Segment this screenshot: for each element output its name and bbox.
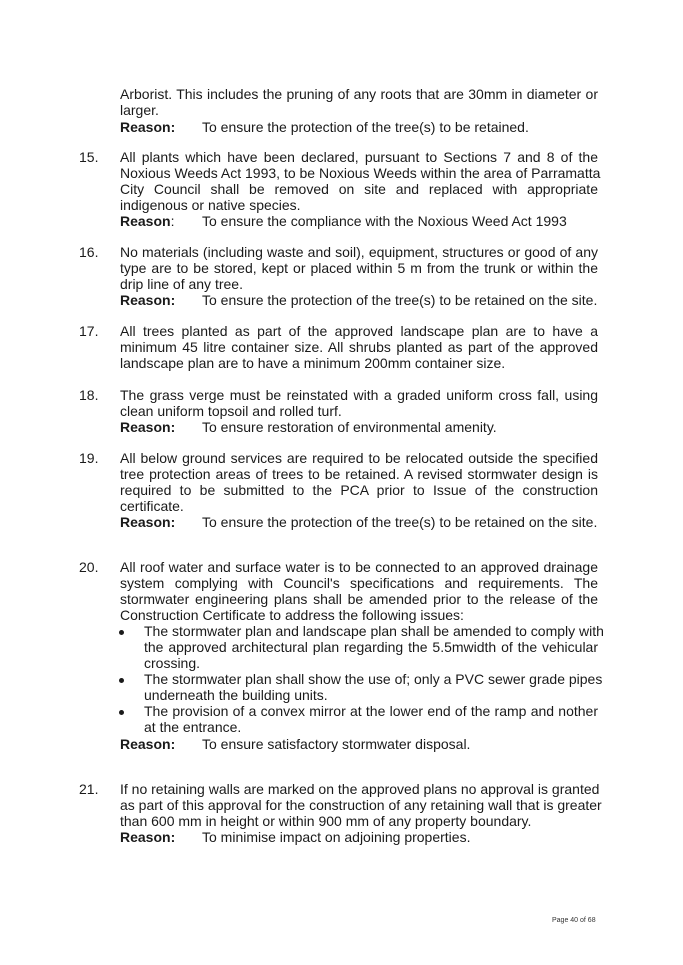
paragraph-line: tree protection areas of trees to be retained. A revised stormwater design is — [120, 466, 598, 482]
paragraph-line: All below ground services are required to be relocated outside the specified — [120, 450, 598, 466]
reason-row — [120, 292, 597, 309]
page-number: Page 40 of 68 — [552, 917, 596, 924]
reason-row — [120, 119, 529, 136]
paragraph-line: type are to be stored, kept or placed within 5 m from the trunk or within the — [120, 260, 598, 276]
paragraph-line: landscape plan are to have a minimum 200mm container size. — [120, 355, 506, 371]
paragraph-line: stormwater engineering plans shall be amended prior to the release of the — [120, 591, 598, 607]
bullet-line: at the entrance. — [144, 719, 242, 735]
paragraph-line: If no retaining walls are marked on the approved plans no approval is granted — [120, 781, 600, 797]
reason-row — [120, 213, 567, 230]
bullet-line: The stormwater plan shall show the use of; only a PVC sewer grade pipes — [144, 671, 603, 687]
reason-text: To ensure the protection of the tree(s) to be retained on the site. — [202, 514, 598, 530]
reason-row — [120, 736, 470, 753]
reason-label: Reason: — [120, 829, 176, 845]
bullet-line: The stormwater plan and landscape plan shall be amended to comply with — [144, 623, 604, 639]
reason-text: To ensure the compliance with the Noxious Weed Act 1993 — [202, 213, 567, 229]
bullet-line: underneath the building units. — [144, 687, 328, 703]
reason-row — [120, 419, 497, 436]
paragraph-line: No materials (including waste and soil), equipment, structures or good of any — [120, 244, 598, 260]
bullet-icon — [119, 630, 124, 635]
bullet-line: The provision of a convex mirror at the lower end of the ramp and nother — [144, 703, 598, 719]
reason-row — [120, 829, 470, 846]
bullet-line: the approved architectural plan regarding the 5.5mwidth of the vehicular — [144, 639, 598, 655]
reason-label: Reason: — [120, 514, 176, 530]
reason-label: Reason: — [120, 119, 176, 135]
reason-label: Reason: — [120, 736, 176, 752]
condition-number: 16. — [79, 244, 99, 260]
paragraph-line: clean uniform topsoil and rolled turf. — [120, 403, 342, 419]
paragraph-line: than 600 mm in height or within 900 mm of any property boundary. — [120, 813, 532, 829]
paragraph-line: City Council shall be removed on site and replaced with appropriate — [120, 181, 598, 197]
paragraph-line: certificate. — [120, 498, 184, 514]
bullet-icon — [119, 710, 124, 715]
condition-number: 21. — [79, 781, 99, 797]
paragraph-line: as part of this approval for the construction of any retaining wall that is greater — [120, 797, 602, 813]
reason-text: To ensure satisfactory stormwater disposal. — [202, 736, 471, 752]
condition-number: 17. — [79, 323, 99, 339]
reason-label: Reason: — [120, 419, 176, 435]
reason-label: Reason: — [120, 213, 175, 229]
condition-number: 20. — [79, 559, 99, 575]
condition-number: 15. — [79, 149, 99, 165]
paragraph-line: drip line of any tree. — [120, 276, 243, 292]
paragraph-line: The grass verge must be reinstated with a graded uniform cross fall, using — [120, 387, 598, 403]
reason-text: To ensure restoration of environmental amenity. — [202, 419, 497, 435]
paragraph-line: All plants which have been declared, pursuant to Sections 7 and 8 of the — [120, 149, 598, 165]
reason-text: To minimise impact on adjoining properties. — [202, 829, 471, 845]
paragraph-line: larger. — [120, 102, 159, 118]
paragraph-line: system complying with Council's specifications and requirements. The — [120, 575, 598, 591]
bullet-icon — [119, 678, 124, 683]
paragraph-line: Arborist. This includes the pruning of any roots that are 30mm in diameter or — [120, 86, 598, 102]
condition-number: 18. — [79, 387, 99, 403]
paragraph-line: minimum 45 litre container size. All shrubs planted as part of the approved — [120, 339, 598, 355]
reason-text: To ensure the protection of the tree(s) to be retained on the site. — [202, 292, 598, 308]
paragraph-line: All roof water and surface water is to be connected to an approved drainage — [120, 559, 598, 575]
reason-label: Reason: — [120, 292, 176, 308]
paragraph-line: indigenous or native species. — [120, 197, 301, 213]
reason-text: To ensure the protection of the tree(s) to be retained. — [202, 119, 529, 135]
condition-number: 19. — [79, 450, 99, 466]
bullet-line: crossing. — [144, 655, 201, 671]
paragraph-line: required to be submitted to the PCA prior to Issue of the construction — [120, 482, 598, 498]
paragraph-line: Noxious Weeds Act 1993, to be Noxious Weeds within the area of Parramatta — [120, 165, 601, 181]
paragraph-line: All trees planted as part of the approved landscape plan are to have a — [120, 323, 598, 339]
paragraph-line: Construction Certificate to address the following issues: — [120, 607, 464, 623]
reason-row — [120, 514, 597, 531]
